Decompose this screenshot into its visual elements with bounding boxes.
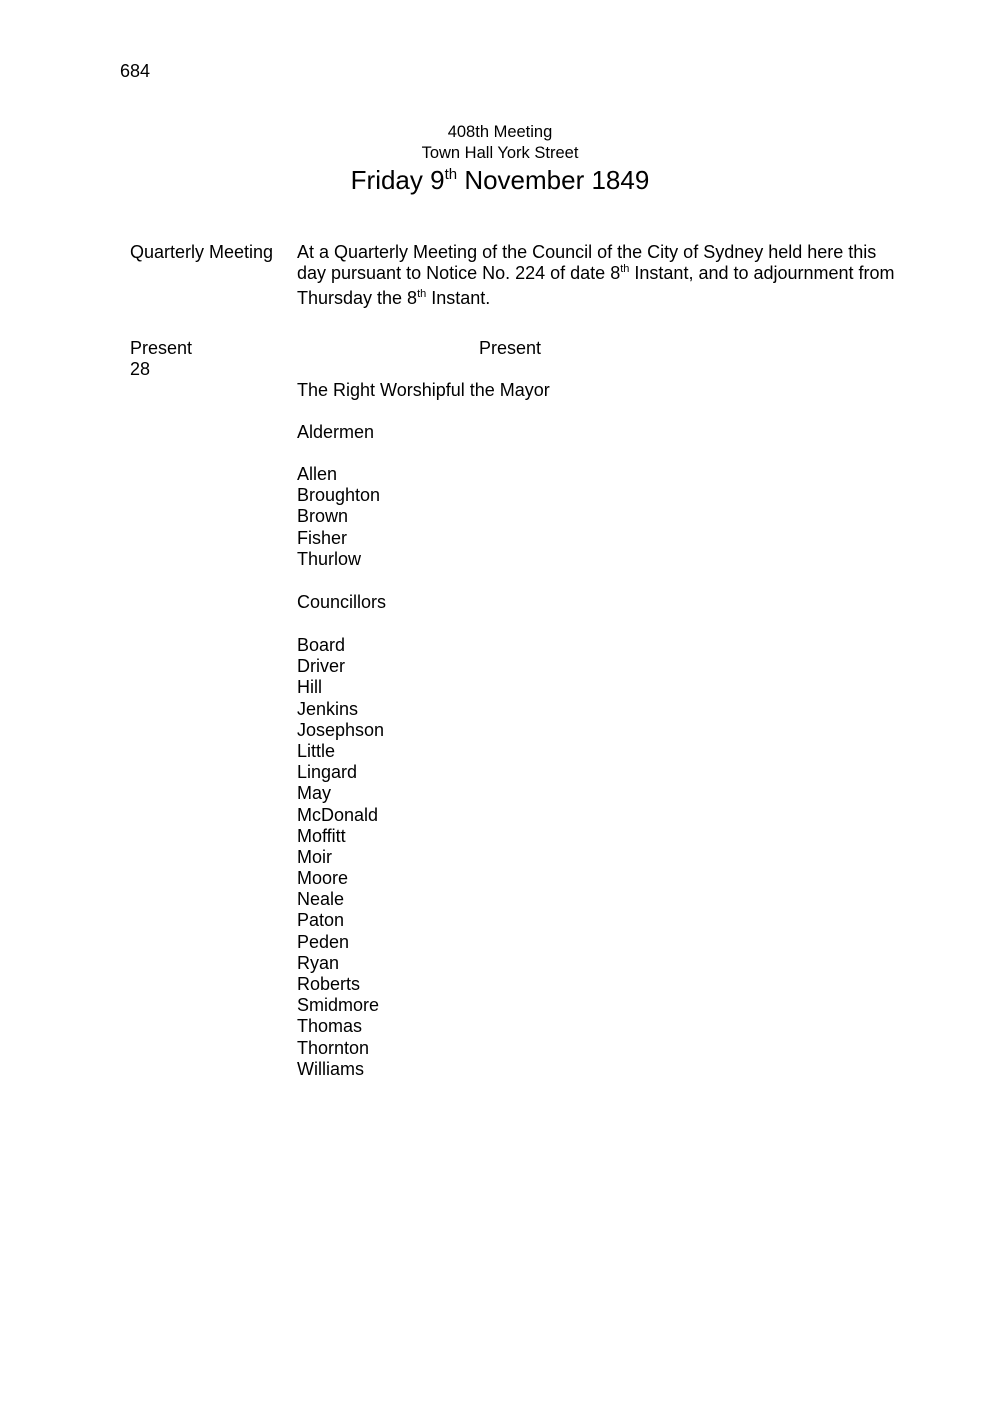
meeting-number: 408th Meeting bbox=[447, 123, 553, 141]
quarterly-ordinal-1: th bbox=[620, 263, 630, 276]
aldermen-heading: Aldermen bbox=[297, 422, 375, 442]
councillor-name: Roberts bbox=[297, 974, 361, 994]
margin-label-present: Present bbox=[130, 338, 193, 358]
councillor-name: Josephson bbox=[297, 719, 385, 740]
aldermen-list bbox=[297, 464, 380, 570]
councillor-name: Moore bbox=[297, 868, 349, 889]
alderman-name: Broughton bbox=[297, 485, 381, 506]
quarterly-paragraph bbox=[297, 242, 897, 312]
councillor-name: Little bbox=[297, 740, 336, 761]
councillor-name: Driver bbox=[297, 656, 345, 677]
margin-label-quarterly: Quarterly Meeting bbox=[130, 242, 274, 262]
quarterly-text-1: At a Quarterly Meeting of the Council of the City of Sydney held here this day pursuant to Notice No. 224 of date 8 bbox=[297, 242, 877, 284]
alderman-name: Allen bbox=[297, 464, 338, 484]
quarterly-text-2: Instant, and to adjournment from Thursday the 8 bbox=[297, 263, 895, 308]
councillor-name: Paton bbox=[297, 910, 345, 931]
meeting-location: Town Hall York Street bbox=[421, 144, 579, 162]
meeting-date-ordinal: th bbox=[444, 166, 458, 183]
councillor-name: Ryan bbox=[297, 952, 340, 973]
present-heading: Present bbox=[478, 338, 542, 358]
councillor-name: Thornton bbox=[297, 1037, 370, 1058]
councillor-name: McDonald bbox=[297, 804, 379, 825]
meeting-header bbox=[0, 122, 1000, 201]
mayor-line: The Right Worshipful the Mayor bbox=[297, 380, 550, 400]
quarterly-text-3: Instant. bbox=[426, 287, 491, 308]
councillor-name: Moir bbox=[297, 846, 332, 867]
councillor-name: May bbox=[297, 783, 332, 804]
councillor-name: Thomas bbox=[297, 1016, 363, 1037]
councillors-list bbox=[297, 635, 384, 1080]
meeting-date bbox=[0, 164, 1000, 201]
councillor-name: Lingard bbox=[297, 762, 358, 783]
margin-present bbox=[130, 338, 192, 380]
councillor-name: Jenkins bbox=[297, 698, 359, 719]
councillor-name: Moffitt bbox=[297, 825, 346, 846]
page-number: 684 bbox=[120, 61, 151, 81]
meeting-date-suffix: November 1849 bbox=[457, 165, 650, 195]
alderman-name: Thurlow bbox=[297, 548, 362, 569]
councillor-name: Peden bbox=[297, 931, 350, 952]
alderman-name: Fisher bbox=[297, 527, 348, 548]
councillors-heading: Councillors bbox=[297, 592, 387, 612]
alderman-name: Brown bbox=[297, 506, 349, 527]
meeting-date-prefix: Friday 9 bbox=[350, 165, 445, 195]
present-count: 28 bbox=[130, 359, 151, 380]
councillor-name: Smidmore bbox=[297, 995, 380, 1016]
quarterly-ordinal-2: th bbox=[417, 287, 427, 300]
councillor-name: Hill bbox=[297, 677, 322, 698]
councillor-name: Neale bbox=[297, 889, 345, 910]
councillor-name: Williams bbox=[297, 1058, 364, 1079]
councillor-name: Board bbox=[297, 635, 346, 655]
